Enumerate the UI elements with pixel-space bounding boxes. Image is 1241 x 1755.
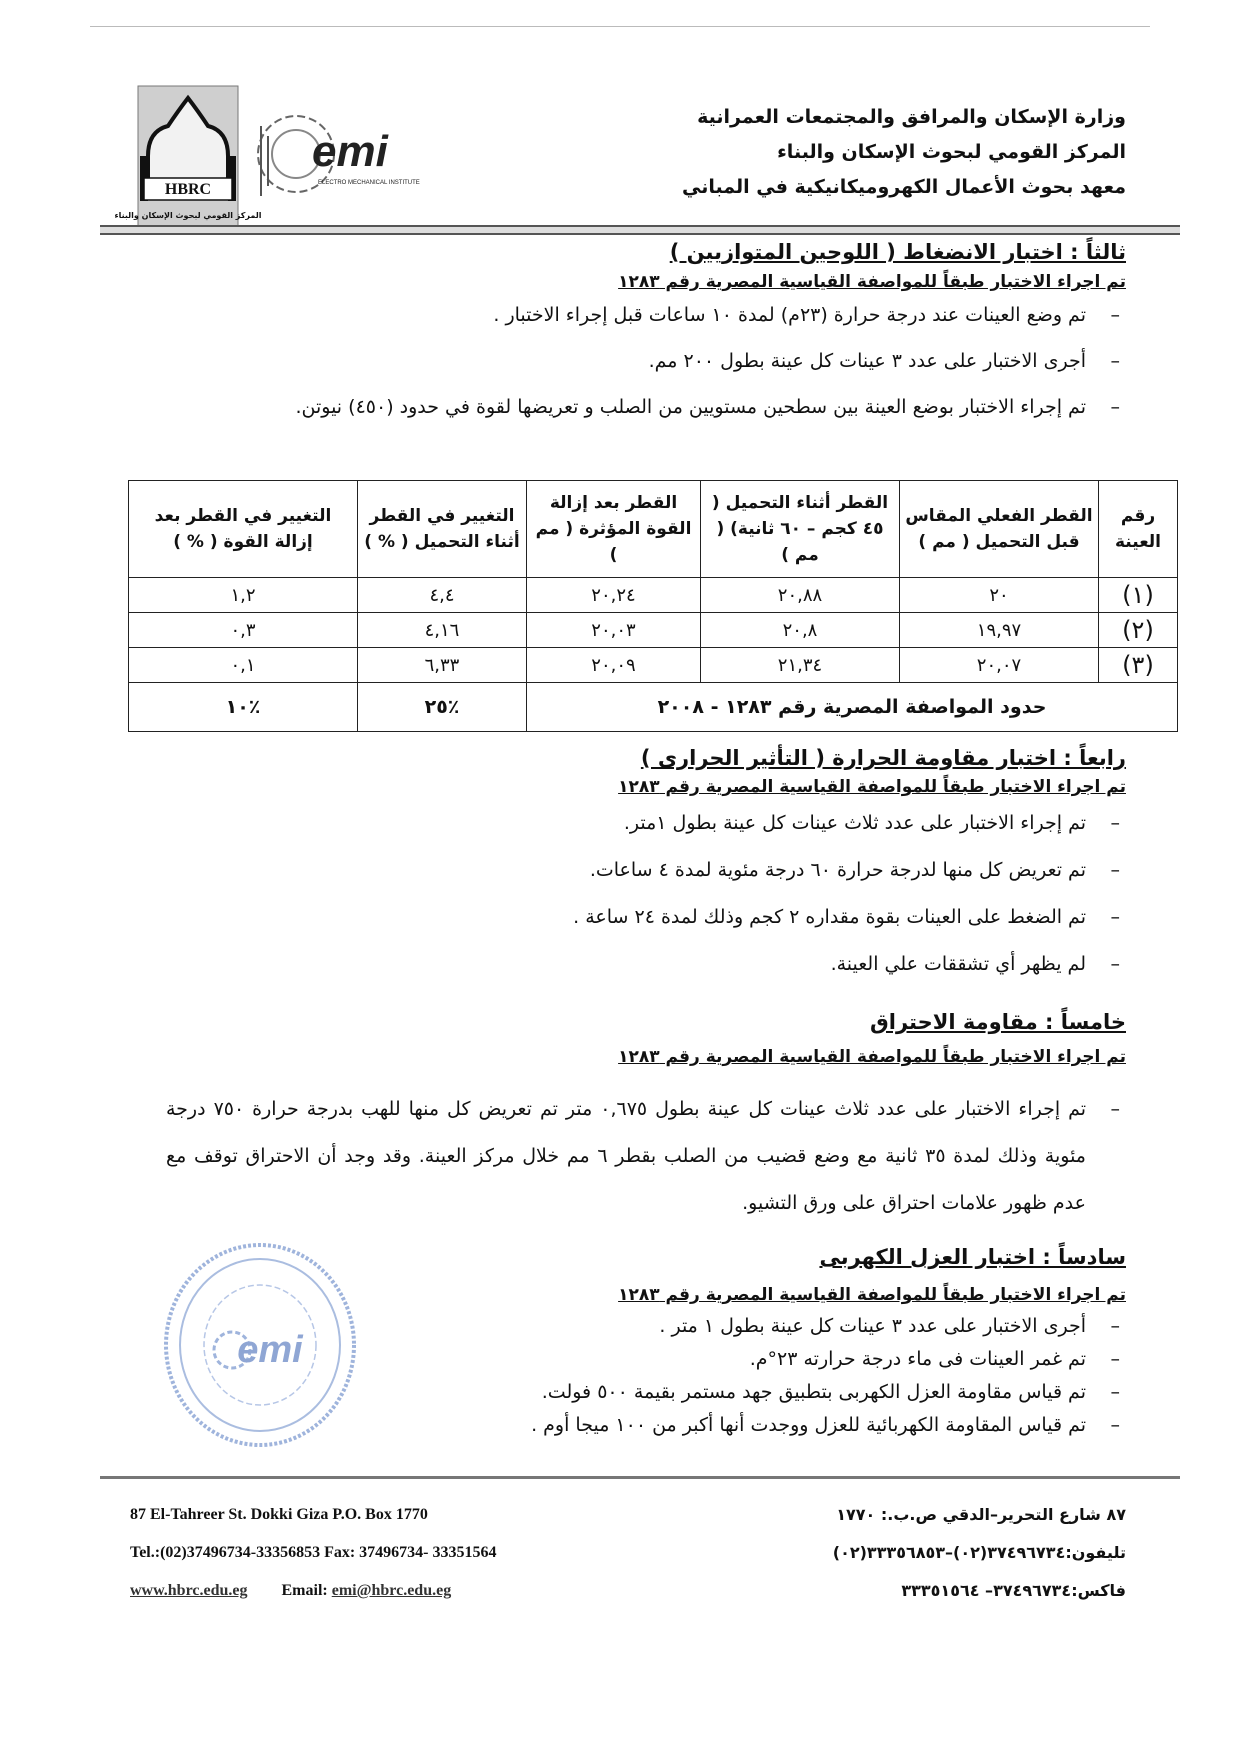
list-item: – تم وضع العينات عند درجة حرارة (٢٣م) لمدة ١٠ ساعات قبل إجراء الاختبار . <box>166 297 1126 333</box>
table-row <box>129 648 1178 683</box>
section6-list <box>366 1310 1126 1442</box>
list-item: – أجرى الاختبار على عدد ٣ عينات كل عينة بطول ٢٠٠ مم. <box>166 343 1126 379</box>
table-cell: ٢٠,٠٣ <box>527 613 701 648</box>
col-header: القطر بعد إزالة القوة المؤثرة ( مم ) <box>527 481 701 578</box>
table-limit-row <box>129 683 1178 732</box>
list-item: – تم غمر العينات فى ماء درجة حرارته ٢٣°م. <box>366 1343 1126 1376</box>
section6-standard: تم اجراء الاختبار طبقاً للمواصفة القياسية المصرية رقم ١٢٨٣ <box>618 1285 1126 1305</box>
top-rule <box>90 26 1150 27</box>
table-header-row <box>129 481 1178 578</box>
svg-text:HBRC: HBRC <box>164 181 212 198</box>
section4-standard: تم اجراء الاختبار طبقاً للمواصفة القياسية المصرية رقم ١٢٨٣ <box>618 777 1126 797</box>
footer-divider <box>100 1476 1180 1479</box>
limit-after: ٪١٠ <box>129 683 358 732</box>
table-cell: ٢٠,٠٩ <box>527 648 701 683</box>
header-divider <box>100 225 1180 235</box>
list-item: – أجرى الاختبار على عدد ٣ عينات كل عينة بطول ١ متر . <box>366 1310 1126 1343</box>
section5-title: خامساً : مقاومة الاحتراق <box>870 1010 1126 1034</box>
table-cell: ٢٠,٨ <box>701 613 900 648</box>
list-item: – تم قياس المقاومة الكهربائية للعزل ووجدت أنها أكبر من ١٠٠ ميجا أوم . <box>366 1409 1126 1442</box>
bullet-dash: – <box>1110 1098 1120 1120</box>
footer-address: 87 El-Tahreer St. Dokki Giza P.O. Box 1770 <box>130 1506 428 1523</box>
table-cell: ٢٠,٨٨ <box>701 578 900 613</box>
section4-list <box>266 800 1126 988</box>
footer-ar-address: ٨٧ شارع التحرير–الدقي ص.ب.: ١٧٧٠ <box>836 1505 1126 1524</box>
table-cell: ٤,٤ <box>358 578 527 613</box>
institute-name: معهد بحوث الأعمال الكهروميكانيكية في المباني <box>682 176 1126 198</box>
section4-title: رابعاً : اختبار مقاومة الحرارة ( التأثير الحرارى ) <box>640 746 1126 770</box>
svg-text:emi: emi <box>312 127 388 176</box>
section5-standard: تم اجراء الاختبار طبقاً للمواصفة القياسية المصرية رقم ١٢٨٣ <box>618 1047 1126 1067</box>
limit-during: ٪٢٥ <box>358 683 527 732</box>
table-cell: (٢) <box>1099 613 1178 648</box>
center-name: المركز القومي لبحوث الإسكان والبناء <box>777 141 1126 163</box>
table-cell: ١,٢ <box>129 578 358 613</box>
section5-paragraph <box>166 1086 1126 1227</box>
footer-phones: Tel.:(02)37496734-33356853 Fax: 37496734- 33351564 <box>130 1544 497 1561</box>
table-cell: ٢٠,٠٧ <box>900 648 1099 683</box>
ministry-name: وزارة الإسكان والمرافق والمجتمعات العمرانية <box>697 106 1126 128</box>
list-item: – تم إجراء الاختبار بوضع العينة بين سطحين مستويين من الصلب و تعريضها لقوة في حدود (٤٥٠) نيوتن. <box>166 389 1126 425</box>
table-cell: ٢١,٣٤ <box>701 648 900 683</box>
col-header: القطر الفعلي المقاس قبل التحميل ( مم ) <box>900 481 1099 578</box>
table-cell: ١٩,٩٧ <box>900 613 1099 648</box>
email-link[interactable]: emi@hbrc.edu.eg <box>331 1582 452 1599</box>
table-cell: ٢٠,٢٤ <box>527 578 701 613</box>
table-cell: ٦,٣٣ <box>358 648 527 683</box>
footer-english <box>130 1496 497 1610</box>
table-cell: (١) <box>1099 578 1178 613</box>
col-header: رقم العينة <box>1099 481 1178 578</box>
stamp-icon <box>160 1240 360 1450</box>
table-cell: ٢٠ <box>900 578 1099 613</box>
footer-links <box>130 1572 497 1610</box>
table-row <box>129 613 1178 648</box>
hbrc-logo-icon <box>114 86 468 236</box>
section3-list <box>166 297 1126 425</box>
list-item: – تم تعريض كل منها لدرجة حرارة ٦٠ درجة مئوية لمدة ٤ ساعات. <box>266 847 1126 894</box>
list-item: – تم قياس مقاومة العزل الكهربى بتطبيق جهد مستمر بقيمة ٥٠٠ فولت. <box>366 1376 1126 1409</box>
table-cell: ٤,١٦ <box>358 613 527 648</box>
limit-label: حدود المواصفة المصرية رقم ١٢٨٣ - ٢٠٠٨ <box>527 683 1178 732</box>
footer-ar-phones: تليفون:٣٧٤٩٦٧٣٤(٠٢)–٣٣٣٥٦٨٥٣(٠٢) <box>832 1543 1126 1562</box>
col-header: التغيير في القطر بعد إزالة القوة ( % ) <box>129 481 358 578</box>
table-cell: (٣) <box>1099 648 1178 683</box>
emi-logo-icon <box>258 116 420 196</box>
table-row <box>129 578 1178 613</box>
svg-text:المركز القومي لبحوث الإسكان وا: المركز القومي لبحوث الإسكان والبناء <box>114 211 262 220</box>
svg-text:emi: emi <box>237 1329 303 1371</box>
section5-text: تم إجراء الاختبار على عدد ثلاث عينات كل عينة بطول ٠,٦٧٥ متر تم تعريض كل منها للهب بدرجة حرارة ٧٥٠ درجة مئوية وذلك لمدة ٣٥ ثانية مع وضع قضيب من الصلب بقطر ٦ مم خلال مركز العينة. وقد وجد أن الاحتراق توقف مع عدم ظهور علامات احتراق على ورق التشيو. <box>166 1098 1087 1214</box>
footer-ar-fax: فاكس:٣٧٤٩٦٧٣٤– ٣٣٣٥١٥٦٤ <box>901 1581 1126 1600</box>
email-label: Email: <box>281 1582 328 1599</box>
section3-standard: تم اجراء الاختبار طبقاً للمواصفة القياسية المصرية رقم ١٢٨٣ <box>618 272 1126 292</box>
section3-title: ثالثاً : اختبار الانضغاط ( اللوحين المتوازيين ) <box>669 240 1126 264</box>
footer-arabic <box>833 1496 1126 1610</box>
svg-text:ELECTRO MECHANICAL INSTITUTE: ELECTRO MECHANICAL INSTITUTE <box>318 180 420 186</box>
logo-area <box>114 86 468 236</box>
section6-title: سادساً : اختبار العزل الكهربى <box>819 1245 1126 1269</box>
col-header: التغيير في القطر أثناء التحميل ( % ) <box>358 481 527 578</box>
list-item: – تم إجراء الاختبار على عدد ثلاث عينات كل عينة بطول ١متر. <box>266 800 1126 847</box>
list-item: – لم يظهر أي تشققات علي العينة. <box>266 941 1126 988</box>
col-header: القطر أثناء التحميل ( ٤٥ كجم – ٦٠ ثانية) ( مم ) <box>701 481 900 578</box>
official-stamp <box>160 1240 360 1450</box>
website-link[interactable]: www.hbrc.edu.eg <box>130 1582 248 1599</box>
list-item: – تم الضغط على العينات بقوة مقداره ٢ كجم وذلك لمدة ٢٤ ساعة . <box>266 894 1126 941</box>
table-cell: ٠,٣ <box>129 613 358 648</box>
table-cell: ٠,١ <box>129 648 358 683</box>
header-ministry-block <box>682 100 1126 205</box>
results-table <box>128 480 1178 732</box>
